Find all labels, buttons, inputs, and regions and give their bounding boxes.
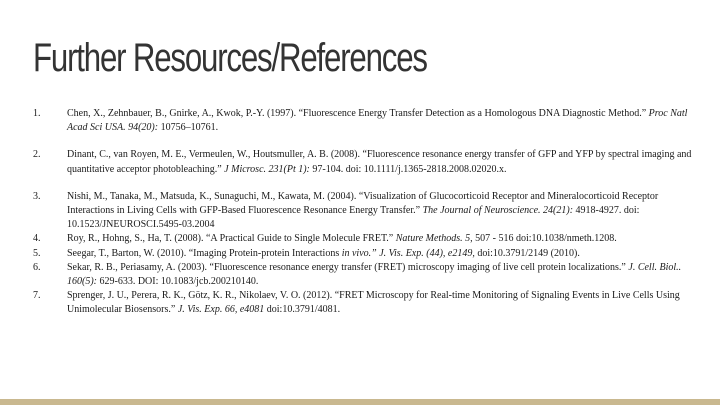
reference-item-6 [33, 261, 693, 289]
reference-item-4 [33, 232, 693, 246]
reference-text: Sprenger, J. U., Perera, R. K., Götz, K. R., Nikolaev, V. O. (2012). “FRET Microscopy for Real-time Monitoring of Signaling Events in Live Cells Using Unimolecular Biosensors.” J. Vis. Exp. 66, e4081 doi:10.3791/4081. [67, 290, 680, 316]
reference-item-3 [33, 190, 693, 233]
reference-text: Chen, X., Zehnbauer, B., Gnirke, A., Kwok, P.-Y. (1997). “Fluorescence Energy Transfer Detection as a Homologous DNA Diagnostic Method.” Proc Natl Acad Sci USA. 94(20): 10756–10761. [67, 108, 688, 134]
reference-item-7 [33, 289, 693, 317]
reference-number: 7. [33, 290, 41, 302]
reference-number: 5. [33, 247, 41, 259]
reference-number: 2. [33, 149, 41, 161]
reference-text: Seegar, T., Barton, W. (2010). “Imaging Protein-protein Interactions in vivo.” J. Vis. Exp. (44), e2149, doi:10.3791/2149 (2010). [67, 247, 580, 259]
reference-number: 4. [33, 233, 41, 245]
reference-list [33, 107, 693, 318]
reference-text: Sekar, R. B., Periasamy, A. (2003). “Fluorescence resonance energy transfer (FRET) microscopy imaging of live cell protein localizations.” J. Cell. Biol.. 160(5): 629-633. DOI: 10.1083/jcb.200210140. [67, 261, 682, 288]
page-title: Further Resources/References [33, 36, 427, 80]
reference-item-5 [33, 247, 693, 261]
reference-number: 6. [33, 261, 41, 273]
reference-item-1 [33, 107, 693, 135]
reference-text: Roy, R., Hohng, S., Ha, T. (2008). “A Practical Guide to Single Molecule FRET.” Nature Methods. 5, 507 - 516 doi:10.1038/nmeth.1208. [67, 233, 617, 245]
reference-item-2 [33, 148, 693, 176]
reference-text: Nishi, M., Tanaka, M., Matsuda, K., Sunaguchi, M., Kawata, M. (2004). “Visualization of Glucocorticoid Receptor and Mineralocorticoid Receptor Interactions in Living Cells with GFP-Based Fluorescence Resonance Energy Transfer.” The Journal of Neuroscience. 24(21): 4918-4927. doi: 10.1523/JNEUROSCI.5495-03.2004 [67, 190, 659, 231]
bottom-accent-bar [0, 399, 720, 405]
reference-number: 1. [33, 108, 41, 119]
reference-number: 3. [33, 190, 41, 202]
reference-text: Dinant, C., van Royen, M. E., Vermeulen, W., Houtsmuller, A. B. (2008). “Fluorescence resonance energy transfer of GFP and YFP by spectral imaging and quantitative acceptor photobleaching.” J Microsc. 231(Pt 1): 97-104. doi: 10.1111/j.1365-2818.2008.02020.x. [67, 149, 692, 175]
